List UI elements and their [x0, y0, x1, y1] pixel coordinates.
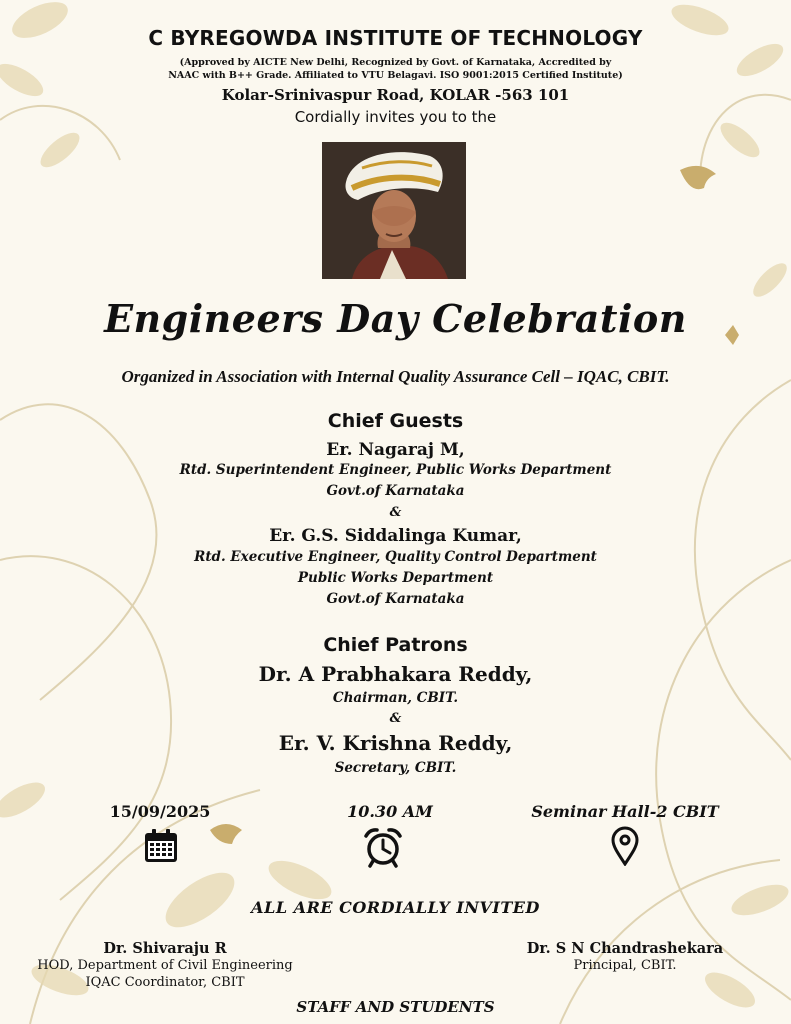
right-signatory	[490, 940, 760, 974]
guest-ampersand: &	[389, 505, 402, 520]
event-date: 15/09/2025	[109, 802, 211, 821]
chief-patrons-heading: Chief Patrons	[323, 634, 468, 656]
patron1-role: Chairman, CBIT.	[332, 690, 459, 706]
portrait-image	[322, 142, 466, 279]
patron-ampersand: &	[389, 711, 402, 726]
event-time: 10.30 AM	[347, 802, 433, 821]
calendar-icon	[143, 828, 179, 864]
all-invited-line: ALL ARE CORDIALLY INVITED	[251, 898, 540, 917]
organized-line: Organized in Association with Internal Quality Assurance Cell – IQAC, CBIT.	[121, 367, 670, 386]
guest2-designation: Rtd. Executive Engineer, Quality Control Department	[194, 549, 597, 565]
left-signatory-role: IQAC Coordinator, CBIT	[85, 975, 245, 990]
staff-students-line: STAFF AND STUDENTS	[296, 998, 495, 1016]
right-signatory-designation: Principal, CBIT.	[573, 958, 677, 973]
guest2-name: Er. G.S. Siddalinga Kumar,	[269, 526, 522, 546]
guest1-designation: Rtd. Superintendent Engineer, Public Works Department	[179, 462, 612, 478]
alarm-clock-icon	[362, 826, 404, 868]
patron2-role: Secretary, CBIT.	[334, 760, 457, 776]
institute-name: C BYREGOWDA INSTITUTE OF TECHNOLOGY	[148, 26, 643, 50]
event-title: Engineers Day Celebration	[104, 296, 687, 341]
guest1-organisation: Govt.of Karnataka	[326, 483, 465, 499]
patron1-name: Dr. A Prabhakara Reddy,	[258, 662, 533, 686]
guest2-department: Public Works Department	[297, 570, 494, 586]
left-signatory-name: Dr. Shivaraju R	[103, 940, 227, 957]
location-pin-icon	[611, 826, 639, 866]
guest2-organisation: Govt.of Karnataka	[326, 591, 465, 607]
left-signatory-designation: HOD, Department of Civil Engineering	[37, 958, 293, 973]
institute-address: Kolar-Srinivaspur Road, KOLAR -563 101	[221, 86, 570, 104]
patron2-name: Er. V. Krishna Reddy,	[278, 731, 513, 755]
right-signatory-name: Dr. S N Chandrashekara	[526, 940, 724, 957]
event-venue: Seminar Hall-2 CBIT	[531, 802, 719, 821]
left-signatory	[10, 940, 320, 991]
invite-line: Cordially invites you to the	[294, 108, 497, 126]
chief-guests-heading: Chief Guests	[327, 410, 464, 432]
approval-statement: (Approved by AICTE New Delhi, Recognized by Govt. of Karnataka, Accredited by NAAC with B++ Grade. Affiliated to VTU Belagavi. ISO 9001:2015 Certified Institute)	[168, 57, 623, 81]
guest1-name: Er. Nagaraj M,	[326, 440, 465, 460]
